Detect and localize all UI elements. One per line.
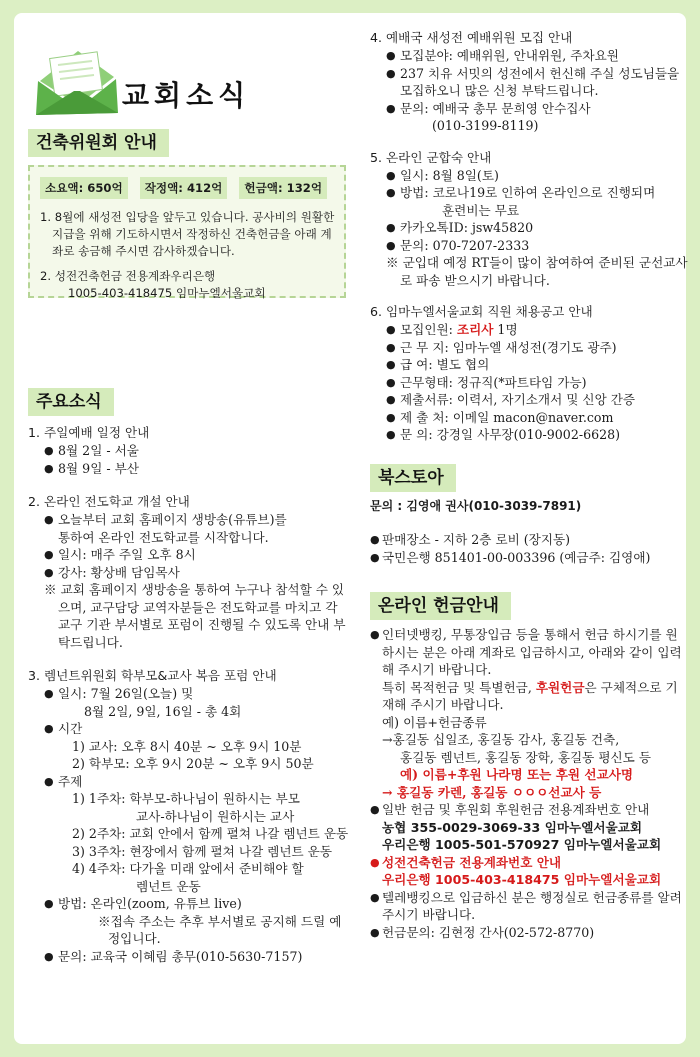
right-column xyxy=(370,29,688,941)
list-item-cont: 통하여 온라인 전도학교를 시작합니다. xyxy=(58,529,269,545)
list-item: ● 일시: 매주 주일 오후 8시 xyxy=(44,546,350,564)
news-4-heading: 4. 예배국 새성전 예배위원 모집 안내 xyxy=(370,30,573,45)
title-area xyxy=(28,27,350,129)
building-account-number: 우리은행 1005-403-418475 임마누엘서울교회 xyxy=(382,872,662,887)
news-2 xyxy=(28,493,350,651)
list-item: ● 문의: 교육국 이혜림 총무(010-5630-7157) xyxy=(44,948,350,966)
offering-example-3: 예) 이름+후원 나라명 또는 후원 선교사명 xyxy=(400,767,634,782)
list-item xyxy=(370,801,688,854)
envelope-icon xyxy=(34,47,118,117)
offering-example-1: →홍길동 십일조, 홍길동 감사, 홍길동 건축, xyxy=(382,732,620,747)
account-nh: 농협 355-0029-3069-33 임마누엘서울교회 xyxy=(382,819,643,835)
list-item xyxy=(386,321,688,339)
books-list xyxy=(370,531,688,566)
list-item xyxy=(386,100,688,135)
building-item-2 xyxy=(40,268,336,302)
list-item-cont: 8월 2일, 9일, 16일 - 총 4회 xyxy=(84,703,242,719)
page-title: 교회소식 xyxy=(122,79,251,112)
news-6-heading: 6. 임마누엘서울교회 직원 채용공고 안내 xyxy=(370,304,593,319)
offering-example-2: 홍길동 렘넌트, 홍길동 장학, 홍길동 평신도 등 xyxy=(400,749,652,765)
building-item-2-text: 2. 성전건축헌금 전용계좌우리은행 xyxy=(40,269,216,283)
account-heading: 일반 헌금 및 후원회 후원헌금 전용계좌번호 안내 xyxy=(382,802,650,817)
offering-example: 예) 이름+헌금종류 xyxy=(382,714,487,730)
building-account-heading: 성전건축헌금 전용계좌번호 안내 xyxy=(382,854,562,870)
list-item: ● 제 출 처: 이메일 macon@naver.com xyxy=(386,409,688,427)
method-note: ※접속 주소는 추후 부서별로 공지해 드릴 예정입니다. xyxy=(98,913,342,946)
list-item xyxy=(44,685,350,720)
list-item-cont: (010-3199-8119) xyxy=(432,118,539,133)
topic-week-1: 1) 1주차: 학부모-하나님이 원하시는 부모 xyxy=(72,791,300,806)
list-item: ● 급 여: 별도 협의 xyxy=(386,356,688,374)
list-item-text: 방법: 코로나19로 인하여 온라인으로 진행되며 xyxy=(400,185,656,200)
list-item xyxy=(370,854,688,889)
list-item-text: 오늘부터 교회 홈페이지 생방송(유튜브)를 xyxy=(58,512,287,527)
news-4-list xyxy=(370,47,688,135)
list-item xyxy=(44,511,350,546)
news-1-list xyxy=(28,442,350,477)
list-item: ● 텔레뱅킹으로 입금하신 분은 행정실로 헌금종류를 알려주시기 바랍니다. xyxy=(370,889,688,924)
news-3-heading: 3. 렘넌트위원회 학부모&교사 복음 포럼 안내 xyxy=(28,668,277,683)
list-item xyxy=(44,720,350,773)
list-item: ● 근 무 지: 임마누엘 새성전(경기도 광주) xyxy=(386,339,688,357)
offering-intro: 인터넷뱅킹, 무통장입금 등을 통해서 헌금 하시기를 원하시는 분은 아래 계좌로 입금하시고, 아래와 같이 입력해 주시기 바랍니다. xyxy=(382,627,682,677)
list-item: ● 판매장소 - 지하 2층 로비 (장지동) xyxy=(370,531,688,549)
list-item-text: 일시: 7월 26일(오늘) 및 xyxy=(58,686,194,701)
offering-special xyxy=(382,679,688,714)
list-item: ● 강사: 황상배 담임목사 xyxy=(44,564,350,582)
list-item: ● 근무형태: 정규직(*파트타임 가능) xyxy=(386,374,688,392)
amount-row xyxy=(40,177,336,199)
news-3 xyxy=(28,667,350,965)
news-2-list xyxy=(28,511,350,581)
news-1-heading: 1. 주일예배 일정 안내 xyxy=(28,425,150,440)
donated-amount: 헌금액: 132억 xyxy=(239,177,327,199)
list-item-text: 주제 xyxy=(58,773,83,789)
time-parent: 2) 학부모: 오후 9시 20분 ~ 오후 9시 50분 xyxy=(72,756,314,771)
offering-section-title: 온라인 헌금안내 xyxy=(370,592,511,620)
left-column xyxy=(28,27,350,965)
list-item xyxy=(44,895,350,948)
building-account: 1005-403-418475 임마누엘서울교회 xyxy=(68,286,266,300)
list-item: ● 국민은행 851401-00-003396 (예금주: 김영애) xyxy=(370,549,688,567)
news-1 xyxy=(28,424,350,477)
offering-special-b: 은 구체적으로 기재해 주시기 바랍니다. xyxy=(382,679,678,712)
list-item-text: 문의: 예배국 총무 문희영 안수집사 xyxy=(400,100,591,116)
list-item: ● 8월 9일 - 부산 xyxy=(44,460,350,478)
books-contact: 문의 : 김영애 권사(010-3039-7891) xyxy=(370,498,582,513)
required-amount: 소요액: 650억 xyxy=(40,177,128,199)
news-5-heading: 5. 온라인 군합숙 안내 xyxy=(370,149,492,165)
time-teacher: 1) 교사: 오후 8시 40분 ~ 오후 9시 10분 xyxy=(72,738,302,754)
topic-week-3: 3) 3주차: 현장에서 함께 펼쳐 나갈 렘넌트 운동 xyxy=(72,843,333,859)
list-item-text: 시간 xyxy=(58,721,83,736)
list-item xyxy=(370,626,688,801)
news-4 xyxy=(370,29,688,135)
list-item: ● 문 의: 강경일 사무장(010-9002-6628) xyxy=(386,426,688,444)
topic-week-4: 4) 4주차: 다가올 미래 앞에서 준비해야 할 xyxy=(72,861,304,876)
list-item: ● 제출서류: 이력서, 자기소개서 및 신앙 간증 xyxy=(386,391,688,409)
list-item: ● 일시: 8월 8일(토) xyxy=(386,167,688,185)
topic-week-1-cont: 교사-하나님이 원하시는 교사 xyxy=(136,808,295,824)
offering-list xyxy=(370,626,688,941)
list-item-cont: 훈련비는 무료 xyxy=(442,202,519,218)
topic-week-4-cont: 렘넌트 운동 xyxy=(136,878,201,894)
list-item: ● 카카오톡ID: jsw45820 xyxy=(386,219,688,237)
books-section-title: 북스토아 xyxy=(370,464,456,492)
list-item: ● 237 치유 서밋의 성전에서 헌신해 주실 성도님들을 모집하오니 많은 신청 부탁드립니다. xyxy=(386,65,688,100)
recruit-count: 1명 xyxy=(493,322,518,337)
offering-special-a: 특히 목적헌금 및 특별헌금, xyxy=(382,679,536,695)
page-card xyxy=(14,13,686,1044)
news-3-list xyxy=(28,685,350,965)
list-item xyxy=(44,773,350,896)
list-item-text: 방법: 온라인(zoom, 유튜브 live) xyxy=(58,896,242,911)
recruit-position: 조리사 xyxy=(456,322,494,337)
list-item xyxy=(386,184,688,219)
news-section-title: 주요소식 xyxy=(28,388,114,416)
news-2-heading: 2. 온라인 전도학교 개설 안내 xyxy=(28,494,190,509)
pledged-amount: 작정액: 412억 xyxy=(140,177,228,199)
list-item: ● 헌금문의: 김현정 간사(02-572-8770) xyxy=(370,924,688,942)
list-item: ● 문의: 070-7207-2333 xyxy=(386,237,688,255)
building-item-1: 1. 8월에 새성전 입당을 앞두고 있습니다. 공사비의 원활한 지급을 위해 기도하시면서 작정하신 건축헌금을 아래 계좌로 송금해 주시면 감사하겠습니다. xyxy=(40,210,335,258)
news-5-note: ※ 군입대 예정 RT들이 많이 참여하여 준비된 군선교사로 파송 받으시기 바랍니다. xyxy=(386,255,688,288)
news-6 xyxy=(370,303,688,444)
news-6-list xyxy=(370,321,688,444)
list-item: ● 모집분야: 예배위원, 안내위원, 주차요원 xyxy=(386,47,688,65)
topic-week-2: 2) 2주차: 교회 안에서 함께 펼쳐 나갈 렘넌트 운동 xyxy=(72,826,349,841)
offering-example-4: → 홍길동 카렌, 홍길동 ㅇㅇㅇ선교사 등 xyxy=(382,784,602,800)
news-5-list xyxy=(370,167,688,255)
building-list xyxy=(40,209,336,302)
account-woori: 우리은행 1005-501-570927 임마누엘서울교회 xyxy=(382,837,662,852)
recruit-label: 모집인원: xyxy=(400,322,457,337)
building-info-box xyxy=(28,165,346,298)
news-2-note: ※ 교회 홈페이지 생방송을 통하여 누구나 참석할 수 있으며, 교구담당 교역자분들은 전도학교를 마치고 각 교구 기관 부서별로 포럼이 진행될 수 있도록 안내 부탁드립니다. xyxy=(44,582,346,650)
offering-special-red: 후원헌금 xyxy=(535,679,585,695)
news-5 xyxy=(370,149,688,290)
list-item: ● 8월 2일 - 서울 xyxy=(44,442,350,460)
building-section-title: 건축위원회 안내 xyxy=(28,129,169,157)
